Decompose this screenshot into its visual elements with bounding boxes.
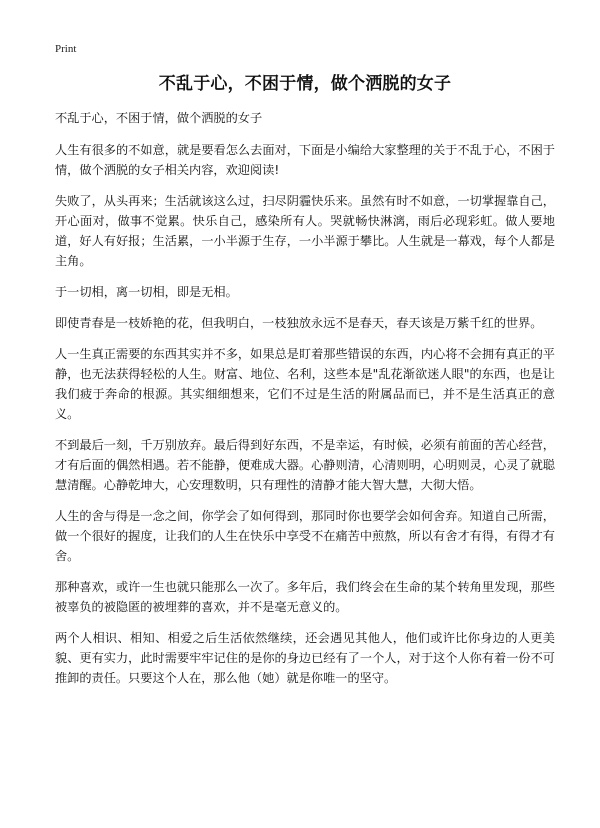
paragraph: 那种喜欢，或许一生也就只能那么一次了。多年后，我们终会在生命的某个转角里发现，那些被辜负的被隐匿的被埋葬的喜欢，并不是毫无意义的。 [55,580,555,614]
page-title: 不乱于心，不困于情，做个洒脱的女子 [158,74,452,94]
paragraph: 于一切相，离一切相，即是无相。 [55,285,238,299]
paragraph: 失败了，从头再来；生活就该这么过，扫尽阴霾快乐来。虽然有时不如意，一切掌握靠自己，开心面对，做事不觉累。快乐自己，感染所有人。哭就畅快淋漓，雨后必现彩虹。做人要地道，好人有好报；生活累，一小半源于生存，一小半源于攀比。人生就是一幕戏，每个人都是主角。 [55,194,555,268]
paragraph: 人生的舍与得是一念之间，你学会了如何得到，那同时你也要学会如何舍弃。知道自己所需，做一个很好的握度，让我们的人生在快乐中享受不在痛苦中煎熬，所以有舍才有得，有得才有舍。 [55,509,555,563]
document-page [55,42,555,699]
paragraph: 人一生真正需要的东西其实并不多，如果总是盯着那些错误的东西，内心将不会拥有真正的平静，也无法获得轻松的人生。财富、地位、名利，这些本是"乱花渐欲迷人眼"的东西，也是让我们疲于奔命的根源。其实细细想来，它们不过是生活的附属品而已，并不是生活真正的意义。 [55,347,555,421]
paragraph: 两个人相识、相知、相爱之后生活依然继续，还会遇见其他人，他们或许比你身边的人更美貌、更有实力，此时需要牢牢记住的是你的身边已经有了一个人，对于这个人你有着一份不可推卸的责任。只要这个人在，那么他（她）就是你唯一的坚守。 [55,631,555,685]
paragraph: 即使青春是一枝娇艳的花，但我明白，一枝独放永远不是春天，春天该是万紫千红的世界。 [55,316,543,330]
print-label: Print [55,43,77,55]
paragraph-intro: 人生有很多的不如意，就是要看怎么去面对，下面是小编给大家整理的关于不乱于心，不困于情，做个洒脱的女子相关内容，欢迎阅读! [55,143,555,177]
paragraph-subtitle: 不乱于心，不困于情，做个洒脱的女子 [55,111,263,125]
paragraph: 不到最后一刻，千万别放弃。最后得到好东西，不是幸运，有时候，必须有前面的苦心经营，才有后面的偶然相遇。若不能静，便难成大器。心静则清，心清则明，心明则灵，心灵了就聪慧清醒。心静乾坤大，心安理数明，只有理性的清静才能大智大慧，大彻大悟。 [55,438,555,492]
